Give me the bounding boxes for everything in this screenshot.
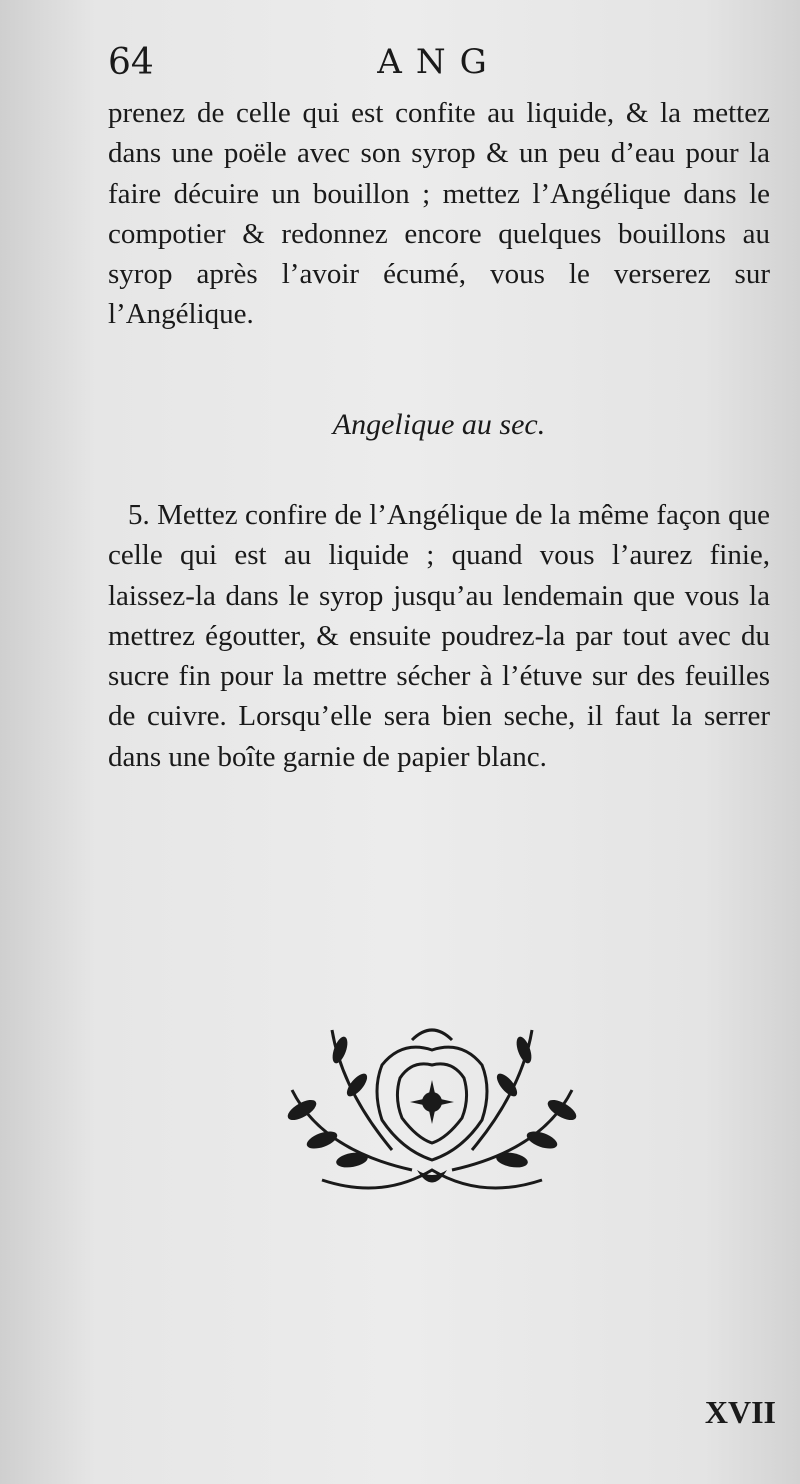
- page-number: 64: [108, 42, 154, 83]
- paragraph-1: prenez de celle qui est confite au liquide, & la mettez dans une poële avec son syrop & un peu d’eau pour la faire décuire un bouillon ; mettez l’Angélique dans le compotier & redonnez encore quelques bouillons au syrop après l’avoir écumé, vous le verserez sur l’Angélique.: [108, 97, 770, 331]
- floral-cartouche-ornament-icon: [262, 1010, 602, 1210]
- signature-mark: XVII: [704, 1394, 776, 1430]
- running-head: ANG: [377, 42, 501, 82]
- section-title: Angelique au sec.: [332, 408, 546, 441]
- paragraph-2: 5. Mettez confire de l’Angélique de la même façon que celle qui est au liquide ; quand vous l’aurez finie, laissez-la dans le syrop jusqu’au lendemain que vous la mettrez égoutter, & ensuite poudrez-la par tout avec du sucre fin pour la mettre sécher à l’étuve sur des feuilles de cuivre. Lorsqu’elle sera bien seche, il faut la serrer dans une boîte garnie de papier blanc.: [108, 499, 770, 773]
